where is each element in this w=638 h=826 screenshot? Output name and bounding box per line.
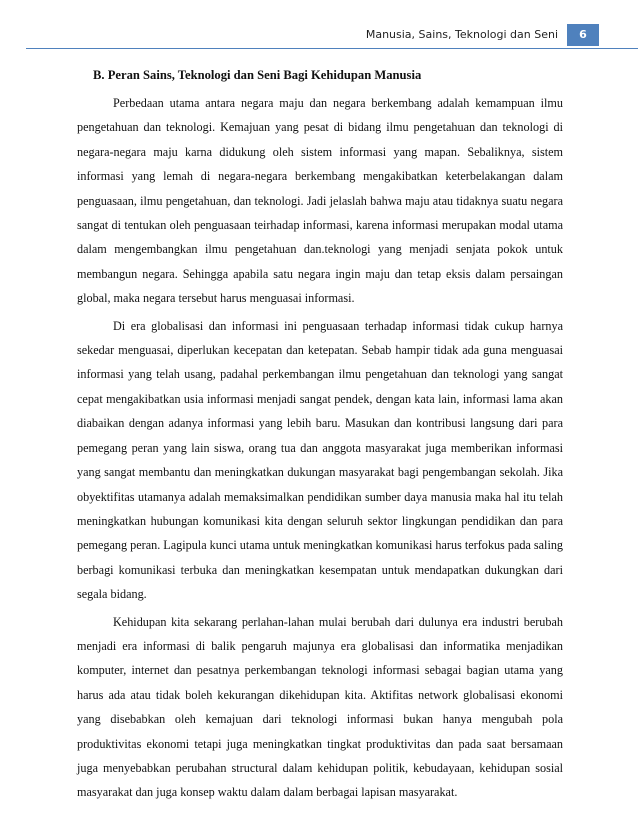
paragraph: Di era globalisasi dan informasi ini penguasaan terhadap informasi tidak cukup harnya sekedar menguasai, diperlukan kecepatan dan ketepatan. Sebab hampir tidak ada guna menguasai informasi yang telah usang, padahal perkembangan ilmu pengetahuan dan teknologi yang sangat cepat mengakibatkan usia informasi menjadi sangat pendek, dengan kata lain, informasi lama akan diabaikan dengan adanya informasi yang lebih baru. Masukan dan kontribusi langsung dari para pemegang peran yang lain siswa, orang tua dan anggota masyarakat juga memberikan informasi yang sangat membantu dan meningkatkan dukungan masyarakat bagi pengembangan sekolah. Jika obyektifitas utamanya adalah memaksimalkan pendidikan sumber daya manusia maka hal itu telah meningkatkan hubungan komunikasi kita dengan seluruh sektor lingkungan pendidikan dan para pemegang peran. Lagipula kunci utama untuk meningkatkan komunikasi harus terfokus pada saling berbagi komunikasi terbuka dan meningkatkan kesempatan untuk mendapatkan dukungkan dari segala bidang. <box>77 318 564 602</box>
page-number-badge: 6 <box>567 24 599 46</box>
section-heading: B. Peran Sains, Teknologi dan Seni Bagi Kehidupan Manusia <box>93 68 422 82</box>
header-title: Manusia, Sains, Teknologi dan Seni <box>365 28 558 41</box>
page-header <box>0 28 638 48</box>
paragraph: Perbedaan utama antara negara maju dan negara berkembang adalah kemampuan ilmu pengetahuan dan teknologi. Kemajuan yang pesat di bidang ilmu pengetahuan dan teknologi di negara-negara maju karna didukung oleh sistem informasi yang mapan. Sebaliknya, sistem informasi yang lemah di negara-negara berkembang mengakibatkan keterbelakangan dalam penguasaan, ilmu pengetahuan, dan teknologi. Jadi jelaslah bahwa maju atau tidaknya suatu negara sangat di tentukan oleh penguasaan teirhadap informasi, karena informasi merupakan modal utama dalam mengembangkan ilmu pengetahuan dan.teknologi yang menjadi senjata pokok untuk membangun negara. Sehingga apabila satu negara ingin maju dan tetap eksis dalam persaingan global, maka negara tersebut harus menguasai informasi. <box>77 96 563 306</box>
header-divider <box>26 48 638 49</box>
document-body <box>77 65 563 808</box>
paragraph: Kehidupan kita sekarang perlahan-lahan mulai berubah dari dulunya era industri berubah menjadi era informasi di balik pengaruh majunya era globalisasi dan informatika menjadikan komputer, internet dan pesatnya perkembangan teknologi informasi sebagai bagian utama yang harus ada atau tidak boleh kekurangan dikehidupan kita. Aktifitas network globalisasi ekonomi yang disebabkan oleh kemajuan dari teknologi informasi bukan hanya mengubah pola produktivitas ekonomi tetapi juga meningkatkan tingkat produktivitas dan pada saat bersamaan juga menyebabkan perubahan structural dalam kehidupan politik, kebudayaan, kehidupan sosial masyarakat dan juga konsep waktu dalam dalam berbagai lapisan masyarakat. <box>77 614 563 800</box>
